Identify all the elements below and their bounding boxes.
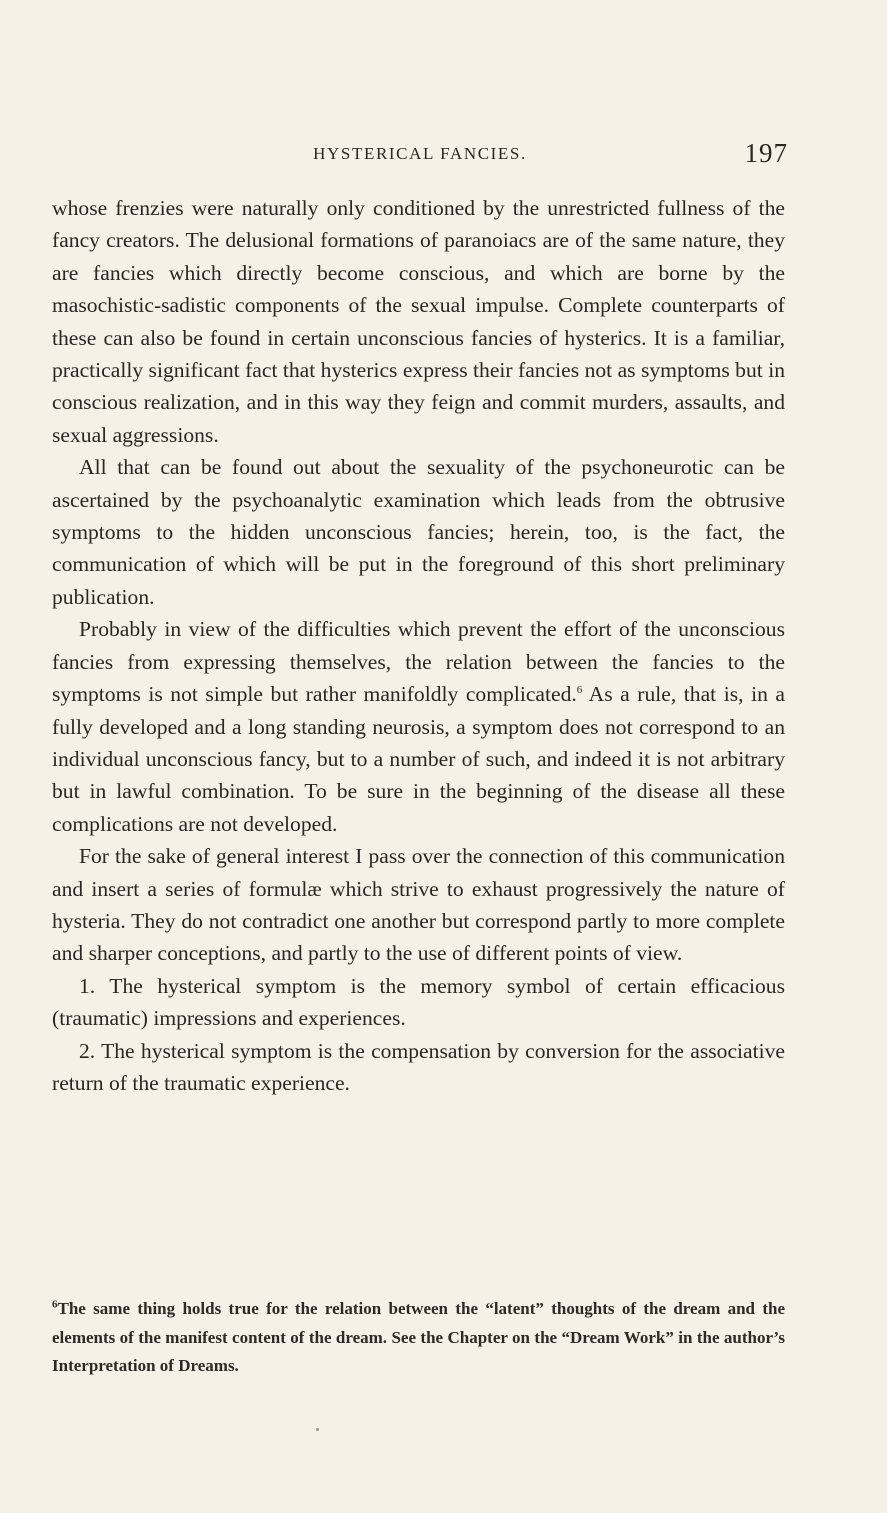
footnote-reference: 6	[576, 683, 583, 696]
formula-item-1: 1. The hysterical symptom is the memory symbol of certain efficacious (traumatic) impressions and experiences.	[52, 973, 785, 1031]
paper-speck	[316, 1428, 319, 1431]
paragraph-relation	[52, 613, 785, 840]
paragraph-relation-after: As a rule, that is, in a fully developed and a long standing neurosis, a symptom does not correspond to an individual unconscious fancy, but to a number of such, and indeed it is not arbitrary but in lawful combination. To be sure in the beginning of the disease all these complications are not developed.	[52, 682, 785, 836]
footnote-paragraph	[52, 1295, 785, 1381]
formula-item-2: 2. The hysterical symptom is the compensation by conversion for the associative return of the traumatic experience.	[52, 1038, 785, 1095]
page-number: 197	[744, 138, 788, 168]
paragraph-relation-before: Probably in view of the difficulties which prevent the effort of the unconscious fancies from expressing themselves, the relation between the fancies to the symptoms is not simple but rather manifoldly complicated.	[52, 617, 785, 707]
paragraph-continued: whose frenzies were naturally only conditioned by the unrestricted fullness of the fancy creators. The delusional formations of paranoiacs are of the same nature, they are fancies which directly become conscious, and which are borne by the masochistic-sadistic components of the sexual impulse. Complete counterparts of these can also be found in certain unconscious fancies of hysterics. It is a familiar, practically significant fact that hysterics express their fancies not as symptoms but in conscious realization, and in this way they feign and commit murders, assaults, and sexual aggressions.	[52, 196, 785, 447]
body-text	[52, 192, 785, 1099]
paragraph-formulae: For the sake of general interest I pass over the connection of this communication and insert a series of formulæ which strive to exhaust progressively the nature of hysteria. They do not contradict one another but correspond partly to more complete and sharper conceptions, and partly to the use of different points of view.	[52, 844, 785, 966]
footnote-text: The same thing holds true for the relation between the “latent” thoughts of the dream and the elements of the manifest content of the dream. See the Chapter on the “Dream Work” in the author’s Interpretation of Dreams.	[52, 1299, 785, 1375]
footnote-marker: 6	[52, 1298, 58, 1311]
paragraph-sexuality: All that can be found out about the sexuality of the psychoneurotic can be ascertained by the psychoanalytic examination which leads from the obtrusive symptoms to the hidden unconscious fancies; herein, too, is the fact, the communication of which will be put in the foreground of this short preliminary publication.	[52, 455, 785, 609]
running-head	[52, 138, 788, 174]
running-title: HYSTERICAL FANCIES.	[313, 144, 527, 163]
footnote	[52, 1295, 785, 1381]
